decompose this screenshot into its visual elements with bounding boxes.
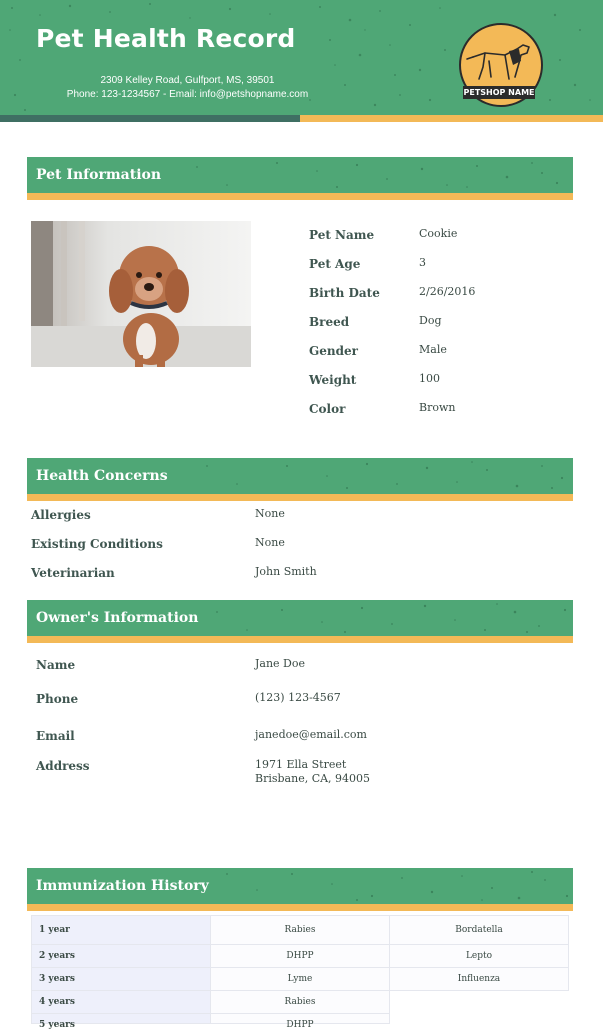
- field-label: Existing Conditions: [31, 537, 163, 551]
- table-cell-vaccine: Rabies: [210, 915, 390, 945]
- pointer-dog-icon: [465, 37, 537, 89]
- page-title: Pet Health Record: [36, 24, 296, 53]
- pet-information-bar: [27, 157, 573, 193]
- section-underline: [27, 193, 573, 200]
- table-cell-vaccine: Lepto: [389, 944, 569, 968]
- table-cell-vaccine: Bordatella: [389, 915, 569, 945]
- owner-information-bar: [27, 600, 573, 636]
- field-label: Weight: [309, 373, 357, 387]
- field-label: Email: [36, 729, 75, 743]
- dog-photo-icon: [31, 221, 251, 367]
- field-value: None: [255, 507, 285, 520]
- section-underline: [27, 636, 573, 643]
- field-label: Pet Name: [309, 228, 375, 242]
- page-header: [0, 0, 603, 115]
- field-value: (123) 123-4567: [255, 691, 341, 704]
- health-concerns-bar: [27, 458, 573, 494]
- section-underline: [27, 904, 573, 911]
- table-cell-vaccine: Influenza: [389, 967, 569, 991]
- section-title: Pet Information: [36, 167, 162, 183]
- field-value: 1971 Ella Street: [255, 758, 347, 771]
- field-label: Allergies: [31, 508, 91, 522]
- field-label: Birth Date: [309, 286, 380, 300]
- field-label: Name: [36, 658, 76, 672]
- field-value: 2/26/2016: [419, 285, 476, 298]
- field-label: Veterinarian: [31, 566, 115, 580]
- field-label: Gender: [309, 344, 358, 358]
- field-label: Pet Age: [309, 257, 361, 271]
- field-value: Dog: [419, 314, 442, 327]
- field-value: Jane Doe: [255, 657, 306, 670]
- header-contact: Phone: 123-1234567 - Email: info@petshopname.com: [66, 89, 309, 100]
- header-stripe-gold: [300, 115, 603, 122]
- table-cell-age: 5 years: [31, 1013, 211, 1024]
- field-value: janedoe@email.com: [255, 728, 367, 741]
- section-title: Health Concerns: [36, 468, 168, 484]
- field-value: John Smith: [255, 565, 317, 578]
- field-value: Male: [419, 343, 447, 356]
- section-title: Owner's Information: [36, 610, 199, 626]
- table-cell-age: 4 years: [31, 990, 211, 1014]
- table-cell-vaccine: DHPP: [210, 1013, 390, 1024]
- header-stripe-dark: [0, 115, 300, 122]
- field-value: Brisbane, CA, 94005: [255, 772, 371, 785]
- field-label: Breed: [309, 315, 350, 329]
- logo-text: PETSHOP NAME: [463, 88, 535, 97]
- section-title: Immunization History: [36, 878, 209, 894]
- table-cell-age: 3 years: [31, 967, 211, 991]
- field-label: Color: [309, 402, 346, 416]
- field-value: 100: [419, 372, 440, 385]
- field-label: Phone: [36, 692, 79, 706]
- field-value: None: [255, 536, 285, 549]
- header-address: 2309 Kelley Road, Gulfport, MS, 39501: [100, 75, 275, 86]
- table-cell-vaccine: Lyme: [210, 967, 390, 991]
- field-value: 3: [419, 256, 426, 269]
- immunization-history-bar: [27, 868, 573, 904]
- field-value: Brown: [419, 401, 456, 414]
- pet-photo: [31, 221, 251, 367]
- table-cell-age: 2 years: [31, 944, 211, 968]
- petshop-logo: [459, 23, 543, 107]
- table-cell-age: 1 year: [31, 915, 211, 945]
- table-cell-vaccine: DHPP: [210, 944, 390, 968]
- table-cell-vaccine: Rabies: [210, 990, 390, 1014]
- field-label: Address: [36, 759, 90, 773]
- section-underline: [27, 494, 573, 501]
- field-value: Cookie: [419, 227, 458, 240]
